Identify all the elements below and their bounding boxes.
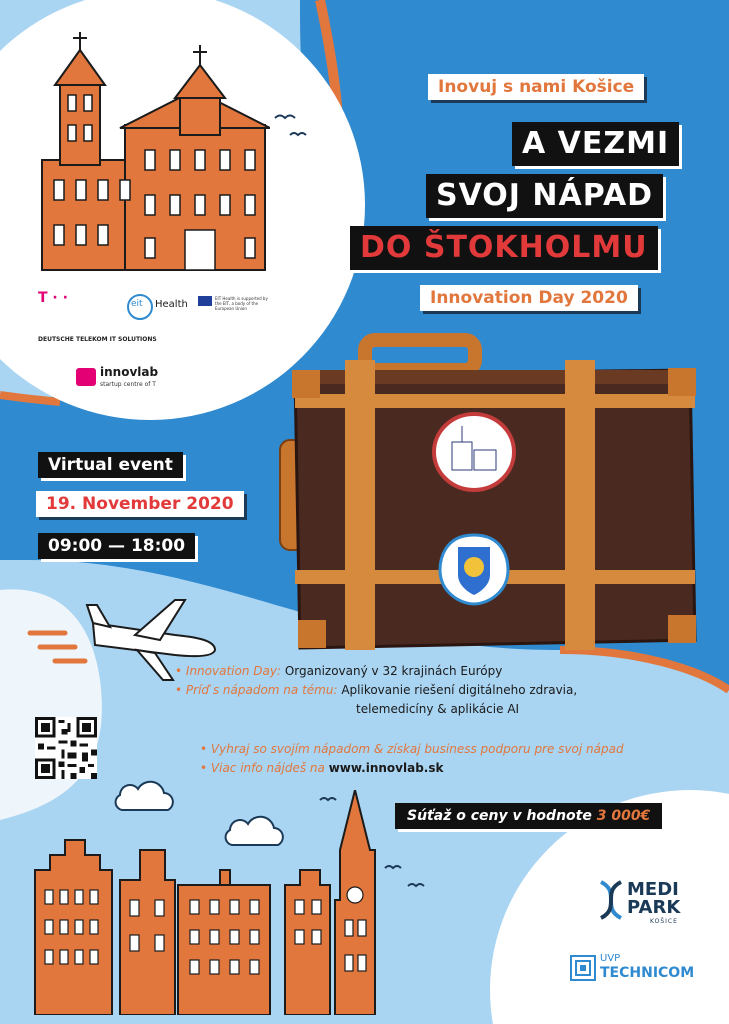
bullet-icon: • — [175, 664, 186, 678]
info-item-1: • Innovation Day: Organizovaný v 32 krajinách Európy — [175, 664, 503, 678]
kosice-building-illustration — [40, 30, 270, 275]
innovlab-logo-icon — [76, 368, 96, 386]
medipark-logo-city: KOŠICE — [650, 918, 678, 925]
suitcase-illustration — [270, 330, 710, 655]
bullet-icon: • — [200, 761, 211, 775]
medipark-dna-icon — [598, 880, 624, 920]
info-item-4: • Viac info nájdeš na www.innovlab.sk — [200, 761, 444, 775]
event-date-label: 19. November 2020 — [36, 491, 244, 517]
medipark-logo-line1: MEDI — [627, 879, 679, 900]
medipark-logo-line2: PARK — [627, 897, 681, 918]
event-type-label: Virtual event — [38, 452, 183, 478]
technicom-logo-text: TECHNICOM — [600, 965, 695, 981]
eu-support-text: EIT Health is supported by the EIT, a body of the European Union — [215, 296, 268, 311]
info-item-2: • Príď s nápadom na tému: Aplikovanie riešení digitálneho zdravia, — [175, 683, 578, 697]
bullet-icon: • — [200, 742, 211, 756]
innovlab-logo-text: innovlab — [100, 365, 159, 379]
event-time-label: 09:00 — 18:00 — [38, 533, 195, 559]
info-item-3: • Vyhraj so svojím nápadom & získaj business podporu pre svoj nápad — [200, 742, 624, 756]
headline-line-3: DO ŠTOKHOLMU — [350, 226, 658, 270]
tagline-label: Inovuj s nami Košice — [428, 74, 644, 100]
headline-line-1: A VEZMI — [512, 122, 679, 166]
eit-logo-text: eit — [131, 299, 143, 309]
subtitle-label: Innovation Day 2020 — [420, 285, 638, 311]
info-item-2-cont: telemedicíny & aplikácie AI — [356, 702, 520, 716]
innovlab-website-link[interactable]: www.innovlab.sk — [328, 761, 444, 775]
prize-banner: Súťaž o ceny v hodnote 3 000€ — [395, 803, 662, 829]
headline-line-2: SVOJ NÁPAD — [426, 174, 663, 218]
stockholm-buildings-illustration — [30, 790, 390, 1015]
technicom-logo-icon — [570, 955, 596, 981]
uvp-logo-text: UVP — [600, 953, 621, 964]
health-logo-text: Health — [155, 299, 188, 310]
telekom-logo: T · · — [38, 290, 68, 306]
telekom-text: DEUTSCHE TELEKOM IT SOLUTIONS — [38, 336, 157, 343]
innovlab-sub-text: startup centre of T — [100, 381, 156, 388]
eu-flag-icon — [198, 296, 212, 306]
qr-code[interactable] — [35, 717, 97, 779]
bullet-icon: • — [175, 683, 186, 697]
